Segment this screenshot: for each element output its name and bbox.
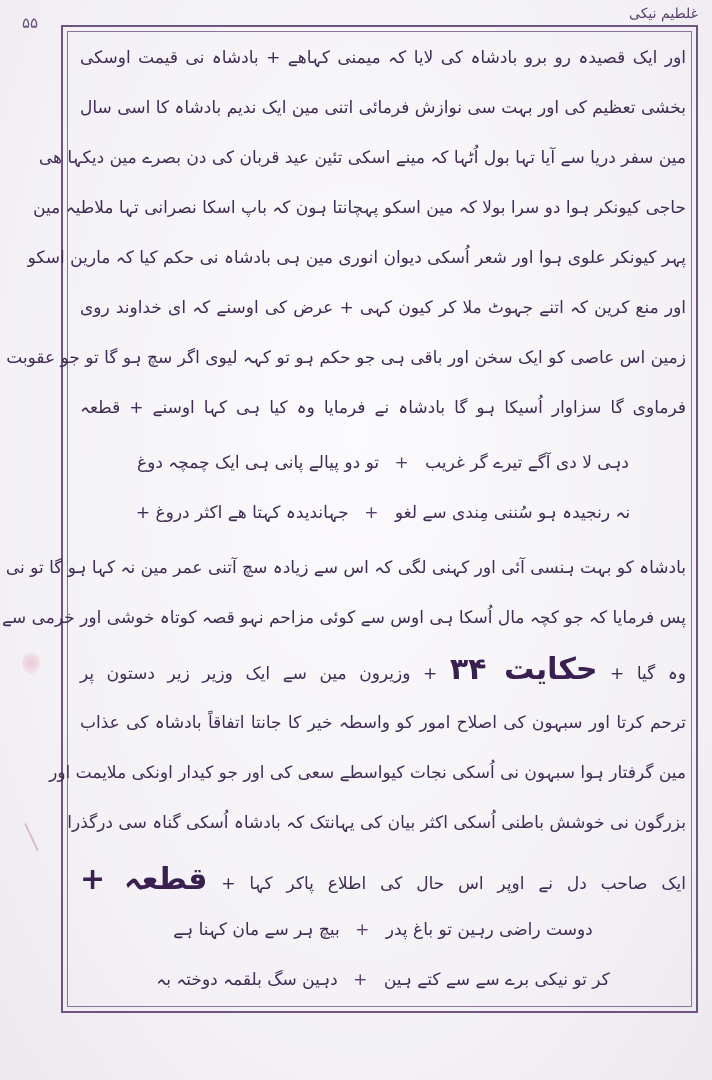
text-line-14: ترحم کرتا اور سبہون کی اصلاح امور کو واسطہ خیر کا جانتا اتفاقاً بادشاہ کی عذاب: [80, 713, 686, 733]
ink-stain: [22, 652, 40, 674]
verse-separator: +: [364, 503, 380, 523]
text-line-7: زمین اس عاصی کو ایک سخن اور باقی ہی جو حکم ہو تو کہہ لیوی اگر سچ ہو گا تو جو عقوبت: [6, 348, 686, 368]
text-line-4: حاجی کیونکر ہوا دو سرا بولا کہ مین اسکو پہچانتا ہون کہ باپ اسکا نصرانی تہا ملاطیہ مین: [33, 198, 686, 218]
running-head: غلطیم نیکی: [629, 6, 698, 22]
text-line-3: مین سفر دریا سے آیا تہا بول اُٹہا کہ مینے اسکی تئین عید قربان کی دن بصرے مین دیکہا ھی: [38, 148, 686, 168]
verse-hemistich-left: بیچ ہر سے مان کہنا ہے: [173, 920, 340, 940]
text-line-1: اور ایک قصیدہ رو برو بادشاہ کی لایا کہ میمنی کہاھے + بادشاہ نی قیمت اوسکی: [80, 48, 686, 68]
text-line-15: مین گرفتار ہوا سبہون نی اُسکی نجات کیواسطے سعی کی اور جو کیدار اونکی ملایمت اور: [49, 763, 686, 783]
verse-line-4: [80, 960, 686, 1000]
section-heading-qita: قطعہ +: [80, 862, 208, 897]
verse-hemistich-right: نہ رنجیدہ ہو سُننی مِندی سے لغو: [394, 503, 631, 523]
text-block: [1, 38, 686, 1004]
page-number: ۵۵: [22, 14, 39, 32]
section-heading: حکایت ۳۴: [449, 652, 598, 687]
heading-suffix: + وزیرون مین سے ایک وزیر زیر دستون پر: [80, 664, 438, 684]
heading-line-2: [80, 860, 686, 900]
text-line-2: بخشی تعظیم کی اور بہت سی نوازش فرمائی اتنی مین ایک ندیم بادشاہ کا اسی سال: [80, 98, 686, 118]
verse-hemistich-right: دوست راضی رہین تو باغ پدر: [385, 920, 593, 940]
verse-hemistich-right: کر تو نیکی برے سے سے کتے ہین: [383, 970, 610, 990]
text-line-11: بادشاہ کو بہت ہنسی آئی اور کہنی لگی کہ اس سے زیادہ سچ آتنی عمر مین نہ کہا ہو گا تو نی: [5, 558, 686, 578]
margin-pencil-mark: [24, 819, 48, 851]
verse-separator: +: [353, 970, 369, 990]
verse-line-3: [80, 910, 686, 950]
verse-line-2: [80, 493, 686, 533]
text-line-8: فرماوی گا سزاوار اُسیکا ہو گا بادشاہ نے فرمایا وہ کیا ہی کہا اوسنے + قطعہ: [80, 398, 686, 418]
verse-hemistich-right: دہی لا دی آگے تیرے گر غریب: [425, 453, 629, 473]
text-line-16: بزرگون نی خوشش باطنی اُسکی اکثر بیان کی یہانتک کہ بادشاہ اُسکی گناہ سی درگذرا: [67, 813, 686, 833]
verse-line-1: [80, 443, 686, 483]
heading2-text: ایک صاحب دل نے اوپر اس حال کی اطلاع پاکر کہا +: [221, 874, 686, 894]
verse-hemistich-left: دہین سگ بلقمہ دوختہ بہ: [156, 970, 338, 990]
verse-separator: +: [394, 453, 410, 473]
verse-separator: +: [355, 920, 371, 940]
verse-hemistich-left: تو دو پیالے پانی ہی ایک چمچہ دوغ: [136, 453, 380, 473]
text-line-6: اور منع کرین کہ اتنے جہوٹ ملا کر کیون کہی + عرض کی اوسنے کہ ای خداوند روی: [80, 298, 686, 318]
heading-line: [80, 650, 686, 690]
text-line-5: پہر کیونکر علوی ہوا اور شعر اُسکی دیوان انوری مین ہی بادشاہ نی حکم کیا کہ مارین اسکو: [27, 248, 686, 268]
text-line-12: پس فرمایا کہ جو کچہ مال اُسکا ہی اوس سے کوئی مزاحم نہو قصہ کوتاہ خوشی اور خرمی سے: [1, 608, 686, 628]
verse-hemistich-left: جہاندیدہ کہتا ھے اکثر دروغ +: [135, 503, 349, 523]
heading-prefix: وہ گیا +: [610, 664, 686, 684]
